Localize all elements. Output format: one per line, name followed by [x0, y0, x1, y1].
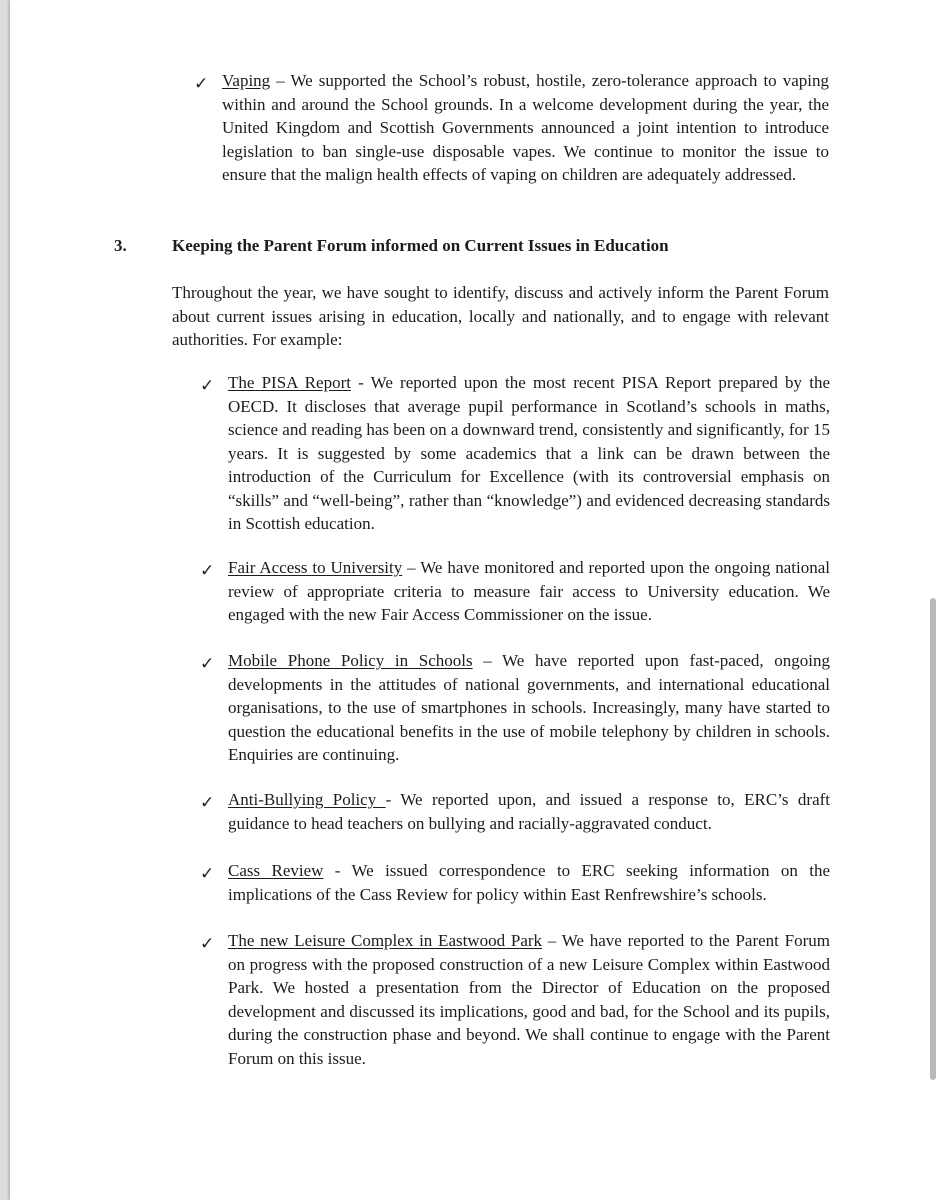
list-item: [228, 649, 830, 767]
list-item: [228, 859, 830, 906]
list-item: [228, 556, 830, 627]
list-item: [228, 371, 830, 536]
section-number: 3.: [114, 236, 127, 255]
checkmark-icon: ✓: [194, 74, 209, 94]
section-heading: Keeping the Parent Forum informed on Current Issues in Education: [172, 236, 669, 255]
checkmark-icon: ✓: [200, 376, 215, 396]
item-text: – We have reported to the Parent Forum on progress with the proposed construction of a new Leisure Complex within Eastwood Park. We hosted a presentation from the Director of Education on the proposed development and discussed its implications, good and bad, for the School and its pupils, during the construction phase and beyond. We shall continue to engage with the Parent Forum on this issue.: [228, 931, 830, 1068]
vaping-title: Vaping: [222, 71, 271, 90]
vaping-paragraph: [222, 69, 829, 187]
checkmark-icon: ✓: [200, 934, 215, 954]
item-text: - We issued correspondence to ERC seeking information on the implications of the Cass Review for policy within East Renfrewshire’s schools.: [228, 861, 830, 904]
item-text: - We reported upon, and issued a response to, ERC’s draft guidance to head teachers on bullying and racially-aggravated conduct.: [228, 790, 831, 833]
vaping-text: – We supported the School’s robust, hostile, zero-tolerance approach to vaping within and around the School grounds. In a welcome development during the year, the United Kingdom and Scottish Governments announced a joint intention to introduce legislation to ban single-use disposable vapes. We continue to monitor the issue to ensure that the malign health effects of vaping on children are adequately addressed.: [222, 71, 829, 184]
item-title: Mobile Phone Policy in Schools: [228, 651, 473, 670]
section-intro: Throughout the year, we have sought to identify, discuss and actively inform the Parent Forum about current issues arising in education, locally and nationally, and to engage with relevant authorities. For example:: [172, 283, 829, 349]
item-title: Cass Review: [228, 861, 324, 880]
checkmark-icon: ✓: [200, 793, 215, 813]
item-text: – We have monitored and reported upon the ongoing national review of appropriate criteria to measure fair access to University education. We engaged with the new Fair Access Commissioner on the issue.: [228, 558, 830, 624]
item-title: The new Leisure Complex in Eastwood Park: [228, 931, 543, 950]
document-page: [10, 0, 939, 1200]
page-edge: [0, 0, 10, 1200]
item-title: Anti-Bullying Policy: [228, 790, 386, 809]
list-item: [228, 929, 830, 1070]
item-text: – We have reported upon fast-paced, ongoing developments in the attitudes of national governments, and international educational organisations, to the use of smartphones in schools. Increasingly, many have started to question the educational benefits in the use of mobile telephony by children in schools. Enquiries are continuing.: [228, 651, 831, 764]
checkmark-icon: ✓: [200, 864, 215, 884]
item-title: Fair Access to University: [228, 558, 403, 577]
item-title: The PISA Report: [228, 373, 351, 392]
vertical-scrollbar[interactable]: [930, 598, 936, 1080]
checkmark-icon: ✓: [200, 561, 215, 581]
list-item: [228, 788, 830, 835]
item-text: - We reported upon the most recent PISA Report prepared by the OECD. It discloses that average pupil performance in Scotland’s schools in maths, science and reading has been on a downward trend, consistently and significantly, for 15 years. It is suggested by some academics that a link can be drawn between the introduction of the Curriculum for Excellence (with its controversial emphasis on “skills” and “well-being”, rather than “knowledge”) and evidenced decreasing standards in Scottish education.: [228, 373, 830, 533]
checkmark-icon: ✓: [200, 654, 215, 674]
